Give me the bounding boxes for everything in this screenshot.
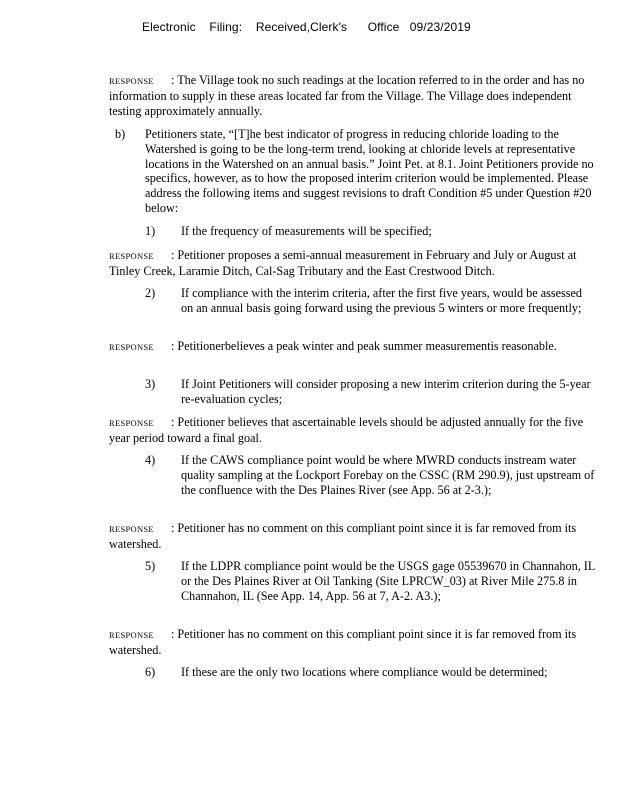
item-b-label: b) [115, 127, 126, 141]
response-label: RESPONSE [109, 342, 154, 352]
item-b-text: Petitioners state, “[T]he best indicator of progress in reducing chloride loading to the Watershed is going to be the long-term trend, looking at chloride levels at representative locations in the Watershed on an annual basis.” Joint Pet. at 8.1. Joint Petitioners provide no specifics, however, as to how the proposed interim criterion would be implemented. Please address the following items and suggest revisions to draft Condition #5 under Question #20 below: [145, 127, 594, 215]
response-text: : Petitioner has no comment on this compliant point since it is far removed from its watershed. [109, 521, 577, 551]
item-number: 3) [145, 377, 156, 391]
response-label: RESPONSE [109, 76, 154, 86]
item-number: 5) [145, 559, 156, 573]
response-text: : Petitioner proposes a semi-annual measurement in February and July or August at Tinley Creek, Laramie Ditch, Cal-Sag Tributary and the East Crestwood Ditch. [109, 248, 577, 278]
response-label: RESPONSE [109, 630, 154, 640]
response-paragraph [109, 521, 597, 552]
item-text: If compliance with the interim criteria, after the first five years, would be assessed on an annual basis going forward using the previous 5 winters or more frequently; [181, 286, 583, 315]
response-paragraph [109, 248, 597, 279]
response-paragraph [109, 415, 597, 446]
response-text: : The Village took no such readings at the location referred to in the order and has no information to supply in these areas located far from the Village. The Village does independent testing approximately annually. [109, 73, 585, 118]
item-number: 4) [145, 453, 156, 467]
filing-stamp-header: Electronic Filing: Received,Clerk's Office 09/23/2019 [142, 20, 471, 34]
item-number: 2) [145, 286, 156, 300]
response-text: : Petitionerbelieves a peak winter and peak summer measurementis reasonable. [171, 339, 557, 353]
response-label: RESPONSE [109, 524, 154, 534]
response-text: : Petitioner believes that ascertainable levels should be adjusted annually for the five year period toward a final goal. [109, 415, 584, 445]
response-paragraph-1 [109, 73, 597, 118]
response-label: RESPONSE [109, 418, 154, 428]
item-text: If the LDPR compliance point would be the USGS gage 05539670 in Channahon, IL or the Des Plaines River at Oil Tanking (Site LPRCW_03) at River Mile 275.8 in Channahon, IL (See App. 14, App. 56 at 7, A-2. A3.); [181, 559, 595, 603]
item-text: If the CAWS compliance point would be where MWRD conducts instream water quality sampling at the Lockport Forebay on the CSSC (RM 290.9), just upstream of the confluence with the Des Plaines River (see App. 56 at 2-3.); [181, 453, 595, 497]
item-number: 6) [145, 665, 156, 679]
item-text: If these are the only two locations where compliance would be determined; [181, 665, 548, 679]
response-text: : Petitioner has no comment on this compliant point since it is far removed from its watershed. [109, 627, 577, 657]
response-label: RESPONSE [109, 251, 154, 261]
response-paragraph [109, 627, 597, 658]
item-number: 1) [145, 224, 156, 238]
item-text: If Joint Petitioners will consider proposing a new interim criterion during the 5-year re-evaluation cycles; [181, 377, 591, 406]
response-paragraph [109, 339, 597, 355]
item-text: If the frequency of measurements will be specified; [181, 224, 432, 238]
